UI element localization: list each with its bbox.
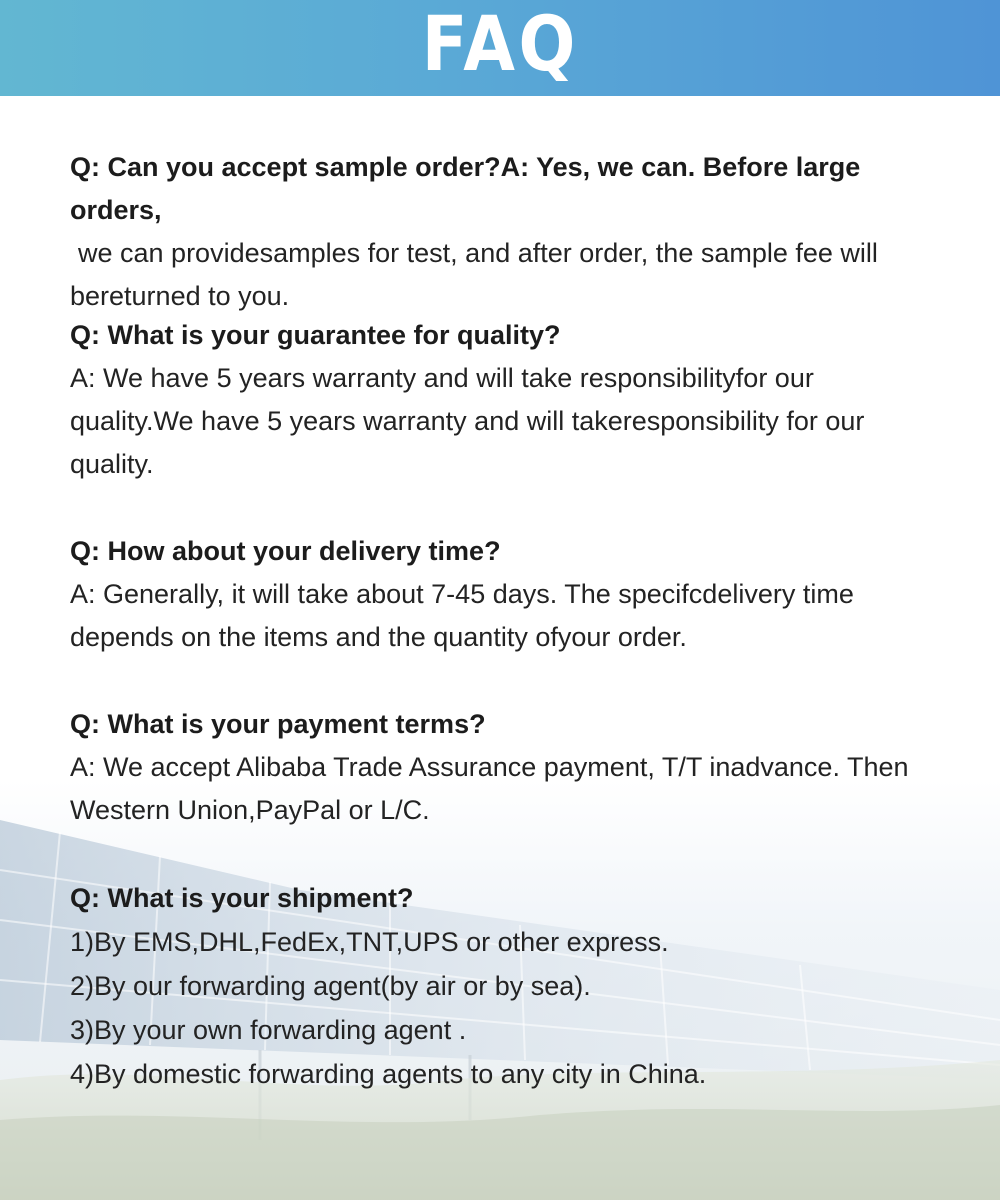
faq-answer-line: depends on the items and the quantity ofyour order. [70, 622, 687, 652]
faq-item [70, 877, 706, 1096]
faq-item [70, 530, 854, 659]
shipment-option: 3)By your own forwarding agent . [70, 1015, 467, 1045]
faq-item [70, 146, 950, 318]
faq-answer-line: A: We accept Alibaba Trade Assurance payment, T/T inadvance. Then [70, 752, 909, 782]
faq-answer-line: we can providesamples for test, and after order, the sample fee will [78, 238, 878, 268]
faq-answer-line: Western Union,PayPal or L/C. [70, 795, 430, 825]
faq-answer-line: bereturned to you. [70, 281, 290, 311]
faq-item [70, 703, 909, 832]
faq-item [70, 314, 864, 486]
faq-question: Q: What is your guarantee for quality? [70, 320, 561, 350]
faq-question: Q: What is your payment terms? [70, 709, 486, 739]
shipment-option: 2)By our forwarding agent(by air or by sea). [70, 971, 591, 1001]
faq-answer-line: quality.We have 5 years warranty and will takeresponsibility for our [70, 406, 865, 436]
faq-question: Q: What is your shipment? [70, 883, 414, 913]
faq-question: Q: Can you accept sample order?A: Yes, we can. Before large orders, [70, 152, 861, 225]
faq-answer-line: A: Generally, it will take about 7-45 days. The specifcdelivery time [70, 579, 854, 609]
faq-answer-line: quality. [70, 449, 154, 479]
faq-banner [0, 0, 1000, 96]
page-title: FAQ [421, 0, 579, 88]
faq-answer-line: A: We have 5 years warranty and will take responsibilityfor our [70, 363, 814, 393]
faq-question: Q: How about your delivery time? [70, 536, 501, 566]
shipment-option: 1)By EMS,DHL,FedEx,TNT,UPS or other express. [70, 927, 669, 957]
shipment-option: 4)By domestic forwarding agents to any city in China. [70, 1059, 707, 1089]
